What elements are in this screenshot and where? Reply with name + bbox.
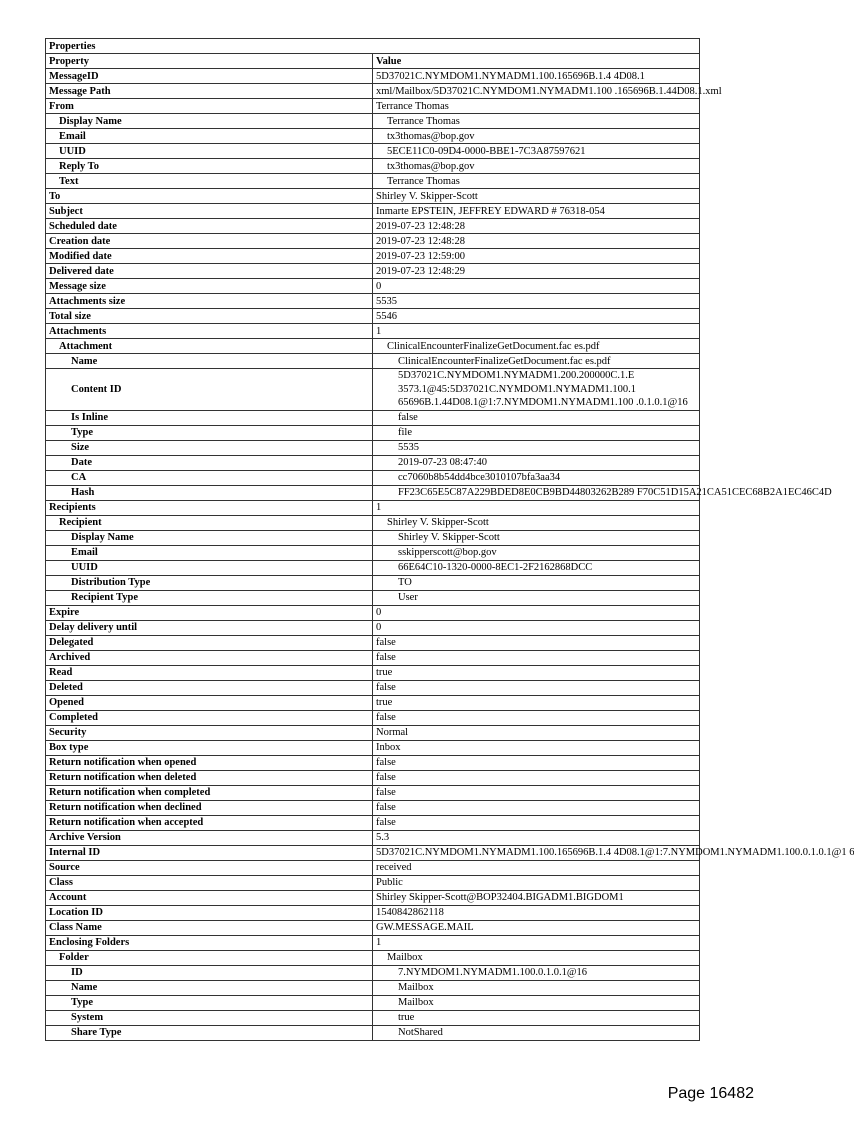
property-value: 2019-07-23 12:48:28 xyxy=(373,219,700,234)
property-value: Normal xyxy=(373,725,700,740)
property-name: Source xyxy=(46,860,373,875)
table-row xyxy=(46,935,700,950)
property-name: MessageID xyxy=(46,69,373,84)
table-row xyxy=(46,470,700,485)
properties-table xyxy=(45,38,854,1041)
property-value: Mailbox xyxy=(373,950,700,965)
property-value: 5535 xyxy=(373,294,700,309)
table-row xyxy=(46,309,700,324)
table-row xyxy=(46,605,700,620)
property-value: Terrance Thomas xyxy=(373,174,700,189)
property-name: Read xyxy=(46,665,373,680)
table-row xyxy=(46,1025,700,1040)
table-title: Properties xyxy=(46,39,700,54)
property-name: Text xyxy=(46,174,373,189)
property-value: 0 xyxy=(373,605,700,620)
property-value: cc7060b8b54dd4bce3010107bfa3aa34 xyxy=(373,470,700,485)
table-row xyxy=(46,725,700,740)
table-row xyxy=(46,845,700,860)
table-header-row xyxy=(46,54,700,69)
table-row xyxy=(46,965,700,980)
property-name: CA xyxy=(46,470,373,485)
property-name: Class Name xyxy=(46,920,373,935)
property-name: Attachment xyxy=(46,339,373,354)
property-name: From xyxy=(46,99,373,114)
property-name: Email xyxy=(46,129,373,144)
property-name: Opened xyxy=(46,695,373,710)
property-name: Display Name xyxy=(46,530,373,545)
property-value: 1 xyxy=(373,935,700,950)
property-name: Completed xyxy=(46,710,373,725)
property-name: Account xyxy=(46,890,373,905)
property-name: Subject xyxy=(46,204,373,219)
table-row xyxy=(46,665,700,680)
property-value: 1 xyxy=(373,500,700,515)
property-value: false xyxy=(373,635,700,650)
table-row xyxy=(46,189,700,204)
property-value: Terrance Thomas xyxy=(373,114,700,129)
table-row xyxy=(46,204,700,219)
table-row xyxy=(46,234,700,249)
property-name: ID xyxy=(46,965,373,980)
table-row xyxy=(46,485,700,500)
property-value: 5546 xyxy=(373,309,700,324)
property-value: tx3thomas@bop.gov xyxy=(373,159,700,174)
property-name: Deleted xyxy=(46,680,373,695)
table-row xyxy=(46,279,700,294)
table-row xyxy=(46,99,700,114)
property-name: Archive Version xyxy=(46,830,373,845)
property-name: Is Inline xyxy=(46,410,373,425)
table-row xyxy=(46,410,700,425)
table-row xyxy=(46,1010,700,1025)
property-name: Name xyxy=(46,980,373,995)
property-value: false xyxy=(373,770,700,785)
property-name: UUID xyxy=(46,560,373,575)
property-name: Recipients xyxy=(46,500,373,515)
table-row xyxy=(46,785,700,800)
header-property: Property xyxy=(46,54,373,69)
property-name: Type xyxy=(46,995,373,1010)
property-name: Message Path xyxy=(46,84,373,99)
property-value: 5D37021C.NYMDOM1.NYMADM1.100.165696B.1.4 4D08.1@1:7.NYMDOM1.NYMADM1.100.0.1.0.1@1 6 xyxy=(373,845,700,860)
page-number: Page 16482 xyxy=(667,1085,754,1102)
property-value: file xyxy=(373,425,700,440)
table-row xyxy=(46,575,700,590)
property-value: false xyxy=(373,680,700,695)
table-row xyxy=(46,980,700,995)
table-row xyxy=(46,995,700,1010)
property-name: Return notification when accepted xyxy=(46,815,373,830)
property-name: Internal ID xyxy=(46,845,373,860)
table-row xyxy=(46,129,700,144)
property-value: 2019-07-23 12:59:00 xyxy=(373,249,700,264)
property-name: Expire xyxy=(46,605,373,620)
property-value: 1540842862118 xyxy=(373,905,700,920)
property-name: Total size xyxy=(46,309,373,324)
property-value: tx3thomas@bop.gov xyxy=(373,129,700,144)
property-value: 2019-07-23 12:48:28 xyxy=(373,234,700,249)
property-name: Return notification when opened xyxy=(46,755,373,770)
property-value: Mailbox xyxy=(373,980,700,995)
table-row xyxy=(46,590,700,605)
property-name: Modified date xyxy=(46,249,373,264)
property-value: FF23C65E5C87A229BDED8E0CB9BD44803262B289 F70C51D15A21CA51CEC68B2A1EC46C4D xyxy=(373,485,700,500)
property-name: Enclosing Folders xyxy=(46,935,373,950)
property-name: Return notification when completed xyxy=(46,785,373,800)
property-name: Location ID xyxy=(46,905,373,920)
property-name: Scheduled date xyxy=(46,219,373,234)
table-row xyxy=(46,324,700,339)
property-name: Hash xyxy=(46,485,373,500)
table-row xyxy=(46,680,700,695)
table-row xyxy=(46,294,700,309)
property-name: Name xyxy=(46,354,373,369)
property-value: Shirley V. Skipper-Scott xyxy=(373,189,700,204)
property-name: Reply To xyxy=(46,159,373,174)
property-name: Attachments xyxy=(46,324,373,339)
property-value: true xyxy=(373,695,700,710)
table-row xyxy=(46,650,700,665)
property-name: Distribution Type xyxy=(46,575,373,590)
table-row xyxy=(46,219,700,234)
table-row xyxy=(46,815,700,830)
property-name: To xyxy=(46,189,373,204)
property-value: 1 xyxy=(373,324,700,339)
table-row xyxy=(46,500,700,515)
property-name: Type xyxy=(46,425,373,440)
property-value: xml/Mailbox/5D37021C.NYMDOM1.NYMADM1.100 .165696B.1.44D08.1.xml xyxy=(373,84,700,99)
property-value: false xyxy=(373,650,700,665)
property-value: 2019-07-23 08:47:40 xyxy=(373,455,700,470)
table-row xyxy=(46,755,700,770)
property-value: false xyxy=(373,410,700,425)
table-row xyxy=(46,635,700,650)
property-name: Content ID xyxy=(46,369,373,411)
property-name: Delay delivery until xyxy=(46,620,373,635)
property-value: false xyxy=(373,785,700,800)
property-value: false xyxy=(373,800,700,815)
header-value: Value xyxy=(373,54,700,69)
property-name: Creation date xyxy=(46,234,373,249)
property-name: Delegated xyxy=(46,635,373,650)
property-name: UUID xyxy=(46,144,373,159)
table-row xyxy=(46,369,700,411)
property-value: Public xyxy=(373,875,700,890)
table-row xyxy=(46,264,700,279)
property-name: Attachments size xyxy=(46,294,373,309)
property-value: Inmarte EPSTEIN, JEFFREY EDWARD # 76318-054 xyxy=(373,204,700,219)
property-value: GW.MESSAGE.MAIL xyxy=(373,920,700,935)
property-value: NotShared xyxy=(373,1025,700,1040)
table-row xyxy=(46,950,700,965)
property-name: Message size xyxy=(46,279,373,294)
table-row xyxy=(46,890,700,905)
table-row xyxy=(46,455,700,470)
table-row xyxy=(46,84,700,99)
property-value: ClinicalEncounterFinalizeGetDocument.fac es.pdf xyxy=(373,339,700,354)
property-name: Box type xyxy=(46,740,373,755)
table-row xyxy=(46,515,700,530)
table-row xyxy=(46,860,700,875)
table-row xyxy=(46,530,700,545)
table-row xyxy=(46,174,700,189)
property-value: Mailbox xyxy=(373,995,700,1010)
property-name: Date xyxy=(46,455,373,470)
property-value: false xyxy=(373,755,700,770)
property-value: 5D37021C.NYMDOM1.NYMADM1.200.200000C.1.E 3573.1@45:5D37021C.NYMDOM1.NYMADM1.100.1 65696B.1.44D08.1@1:7.NYMDOM1.NYMADM1.100 .0.1.0.1@16 xyxy=(373,369,700,411)
property-value: 5D37021C.NYMDOM1.NYMADM1.100.165696B.1.4 4D08.1 xyxy=(373,69,700,84)
property-value: false xyxy=(373,815,700,830)
property-value: received xyxy=(373,860,700,875)
table-row xyxy=(46,560,700,575)
property-value: Shirley V. Skipper-Scott xyxy=(373,530,700,545)
table-row xyxy=(46,800,700,815)
property-value: 2019-07-23 12:48:29 xyxy=(373,264,700,279)
table-row xyxy=(46,440,700,455)
property-value: Shirley V. Skipper-Scott xyxy=(373,515,700,530)
table-row xyxy=(46,620,700,635)
property-value: 5ECE11C0-09D4-0000-BBE1-7C3A87597621 xyxy=(373,144,700,159)
property-name: Recipient xyxy=(46,515,373,530)
table-row xyxy=(46,830,700,845)
table-row xyxy=(46,114,700,129)
table-row xyxy=(46,249,700,264)
property-value: false xyxy=(373,710,700,725)
property-value: true xyxy=(373,1010,700,1025)
property-value: sskipperscott@bop.gov xyxy=(373,545,700,560)
table-row xyxy=(46,339,700,354)
table-title-row xyxy=(46,39,700,54)
property-name: System xyxy=(46,1010,373,1025)
table-row xyxy=(46,770,700,785)
property-value: ClinicalEncounterFinalizeGetDocument.fac es.pdf xyxy=(373,354,700,369)
property-name: Size xyxy=(46,440,373,455)
table-row xyxy=(46,144,700,159)
property-value: 0 xyxy=(373,279,700,294)
table-row xyxy=(46,425,700,440)
property-name: Security xyxy=(46,725,373,740)
property-name: Class xyxy=(46,875,373,890)
property-value: Terrance Thomas xyxy=(373,99,700,114)
property-value: User xyxy=(373,590,700,605)
property-name: Return notification when deleted xyxy=(46,770,373,785)
table-row xyxy=(46,875,700,890)
property-name: Recipient Type xyxy=(46,590,373,605)
property-name: Display Name xyxy=(46,114,373,129)
property-value: 7.NYMDOM1.NYMADM1.100.0.1.0.1@16 xyxy=(373,965,700,980)
table-row xyxy=(46,545,700,560)
property-value: TO xyxy=(373,575,700,590)
table-row xyxy=(46,905,700,920)
property-name: Archived xyxy=(46,650,373,665)
property-value: 66E64C10-1320-0000-8EC1-2F2162868DCC xyxy=(373,560,700,575)
property-name: Delivered date xyxy=(46,264,373,279)
property-name: Email xyxy=(46,545,373,560)
property-name: Return notification when declined xyxy=(46,800,373,815)
table-row xyxy=(46,354,700,369)
table-row xyxy=(46,740,700,755)
property-value: 5.3 xyxy=(373,830,700,845)
property-name: Share Type xyxy=(46,1025,373,1040)
property-name: Folder xyxy=(46,950,373,965)
table-row xyxy=(46,695,700,710)
table-row xyxy=(46,159,700,174)
property-value: 5535 xyxy=(373,440,700,455)
table-row xyxy=(46,69,700,84)
table-row xyxy=(46,920,700,935)
property-value: Inbox xyxy=(373,740,700,755)
property-value: true xyxy=(373,665,700,680)
table-row xyxy=(46,710,700,725)
property-value: Shirley Skipper-Scott@BOP32404.BIGADM1.BIGDOM1 xyxy=(373,890,700,905)
property-value: 0 xyxy=(373,620,700,635)
